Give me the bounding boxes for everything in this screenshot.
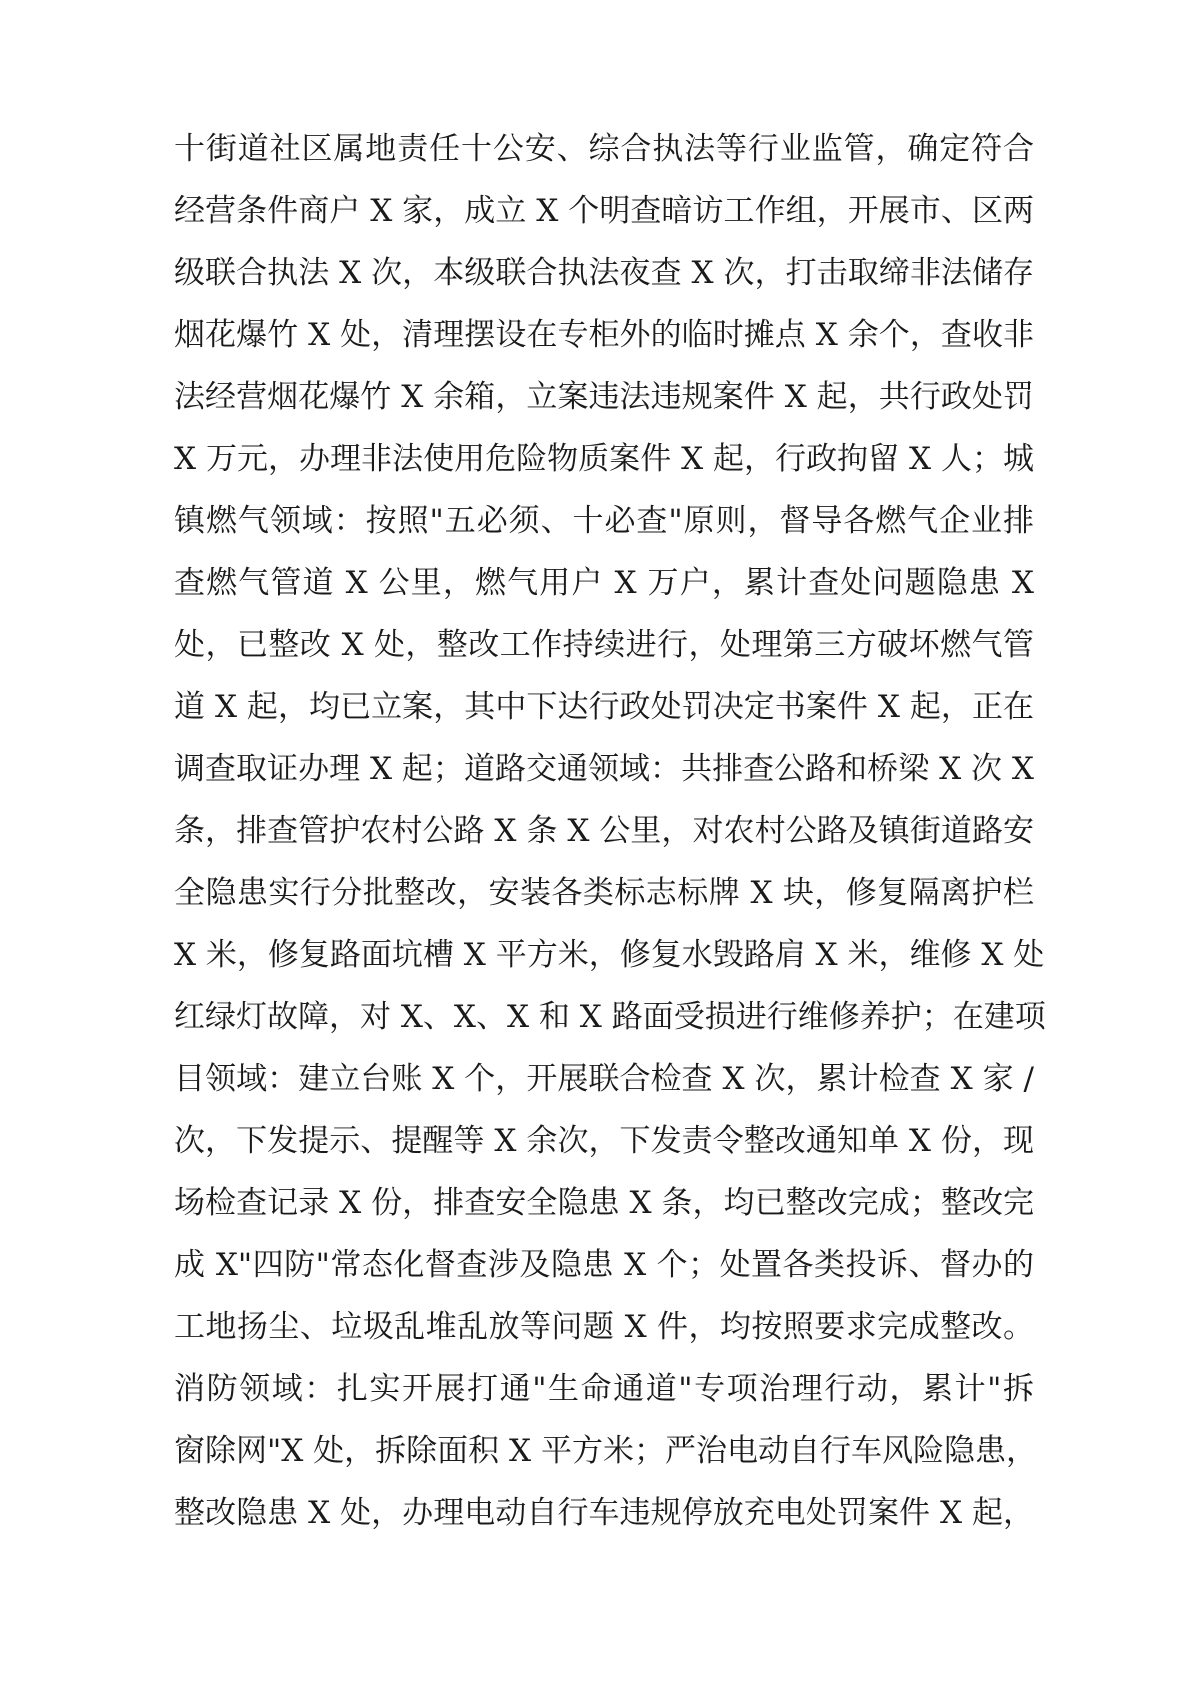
text-line: 道 X 起，均已立案，其中下达行政处罚决定书案件 X 起，正在 xyxy=(174,689,1034,725)
text-line: 工地扬尘、垃圾乱堆乱放等问题 X 件，均按照要求完成整改。 xyxy=(174,1309,1034,1345)
text-line: 烟花爆竹 X 处，清理摆设在专柜外的临时摊点 X 余个，查收非 xyxy=(174,317,1034,353)
text-line: 十街道社区属地责任十公安、综合执法等行业监管，确定符合 xyxy=(174,131,1034,167)
text-line: X 米，修复路面坑槽 X 平方米，修复水毁路肩 X 米，维修 X 处 xyxy=(174,937,1045,973)
text-line: 调查取证办理 X 起；道路交通领域：共排查公路和桥梁 X 次 X xyxy=(174,751,1034,787)
text-line: 消防领域：扎实开展打通"生命通道"专项治理行动，累计"拆 xyxy=(174,1371,1034,1407)
text-line: 条，排查管护农村公路 X 条 X 公里，对农村公路及镇街道路安 xyxy=(174,813,1034,849)
text-line: 次，下发提示、提醒等 X 余次，下发责令整改通知单 X 份，现 xyxy=(174,1123,1034,1159)
text-line: 级联合执法 X 次，本级联合执法夜查 X 次，打击取缔非法储存 xyxy=(174,255,1034,291)
text-line: 法经营烟花爆竹 X 余箱，立案违法违规案件 X 起，共行政处罚 xyxy=(174,379,1034,415)
body-text xyxy=(174,118,1046,1544)
text-line: 场检查记录 X 份，排查安全隐患 X 条，均已整改完成；整改完 xyxy=(174,1185,1034,1221)
text-line: 镇燃气领域：按照"五必须、十必查"原则，督导各燃气企业排 xyxy=(174,503,1034,539)
text-line: 全隐患实行分批整改，安装各类标志标牌 X 块，修复隔离护栏 xyxy=(174,875,1034,911)
text-line: 红绿灯故障，对 X、X、X 和 X 路面受损进行维修养护；在建项 xyxy=(174,999,1046,1035)
text-line: 处，已整改 X 处，整改工作持续进行，处理第三方破坏燃气管 xyxy=(174,627,1034,663)
text-line: 窗除网"X 处，拆除面积 X 平方米；严治电动自行车风险隐患， xyxy=(174,1433,1037,1469)
text-line: 经营条件商户 X 家，成立 X 个明查暗访工作组，开展市、区两 xyxy=(174,193,1034,229)
text-line: 查燃气管道 X 公里，燃气用户 X 万户，累计查处问题隐患 X xyxy=(174,565,1034,601)
text-line: 成 X"四防"常态化督查涉及隐患 X 个；处置各类投诉、督办的 xyxy=(174,1247,1034,1283)
text-line: X 万元，办理非法使用危险物质案件 X 起，行政拘留 X 人；城 xyxy=(174,441,1034,477)
text-line: 整改隐患 X 处，办理电动自行车违规停放充电处罚案件 X 起， xyxy=(174,1495,1034,1531)
text-line: 目领域：建立台账 X 个，开展联合检查 X 次，累计检查 X 家 / xyxy=(174,1061,1034,1097)
